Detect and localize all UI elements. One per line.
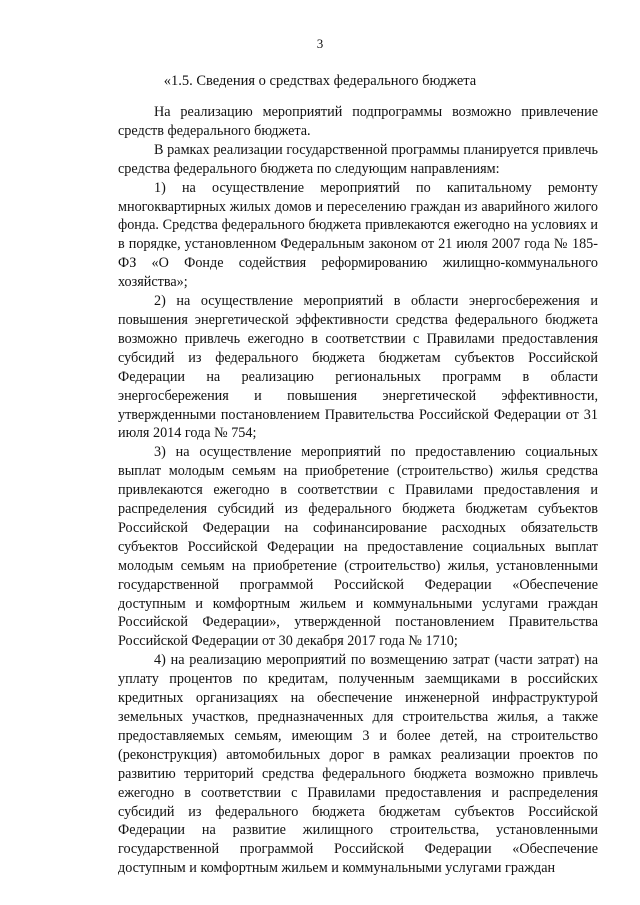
page-number: 3 xyxy=(316,36,324,51)
document-body xyxy=(118,103,598,878)
paragraph-item-4: 4) на реализацию мероприятий по возмещению затрат (части затрат) на уплату процентов по кредитам, полученным заемщиками в российских кредитных организациях на обеспечение инженерной инфраструктурой земельных участков, предназначенных для строительства жилья, а также предоставляемых семьям, имеющим 3 и более детей, на строительство (реконструкция) автомобильных дорог в рамках реализации проектов по развитию территорий средства федерального бюджета возможно привлечь ежегодно в соответствии с Правилами предоставления и распределения субсидий из федерального бюджета бюджетам субъектов Российской Федерации на развитие жилищного строительства, установленными государственной программой Российской Федерации «Обеспечение доступным и комфортным жильем и коммунальными услугами граждан xyxy=(118,652,598,877)
paragraph-directions: В рамках реализации государственной программы планируется привлечь средства федерального бюджета по следующим направлениям: xyxy=(118,141,598,177)
paragraph-item-1: 1) на осуществление мероприятий по капитальному ремонту многоквартирных жилых домов и переселению граждан из аварийного жилого фонда. Средства федерального бюджета привлекаются ежегодно на условиях и в порядке, установленном Федеральным законом от 21 июля 2007 года № 185-ФЗ «О Фонде содействия реформированию жилищно-коммунального хозяйства»; xyxy=(118,179,598,291)
paragraph-item-2: 2) на осуществление мероприятий в области энергосбережения и повышения энергетической эффективности средства федерального бюджета возможно привлечь ежегодно в соответствии с Правилами предоставления субсидий из федерального бюджета бюджетам субъектов Российской Федерации на реализацию региональных программ в области энергосбережения и повышения энергетической эффективности, утвержденными постановлением Правительства Российской Федерации от 31 июля 2014 года № 754; xyxy=(118,293,598,442)
paragraph-intro: На реализацию мероприятий подпрограммы возможно привлечение средств федерального бюджета. xyxy=(118,104,598,139)
section-title: «1.5. Сведения о средствах федерального бюджета xyxy=(163,73,477,89)
paragraph-item-3: 3) на осуществление мероприятий по предоставлению социальных выплат молодым семьям на приобретение (строительство) жилья средства привлекаются ежегодно в соответствии с Правилами предоставления и распределения субсидий из федерального бюджета бюджетам субъектов Российской Федерации на софинансирование расходных обязательств субъектов Российской Федерации на предоставление социальных выплат молодым семьям на приобретение (строительство) жилья, установленными государственной программой Российской Федерации «Обеспечение доступным и комфортным жильем и коммунальными услугами граждан Российской Федерации», утвержденной постановлением Правительства Российской Федерации от 30 декабря 2017 года № 1710; xyxy=(118,444,598,650)
